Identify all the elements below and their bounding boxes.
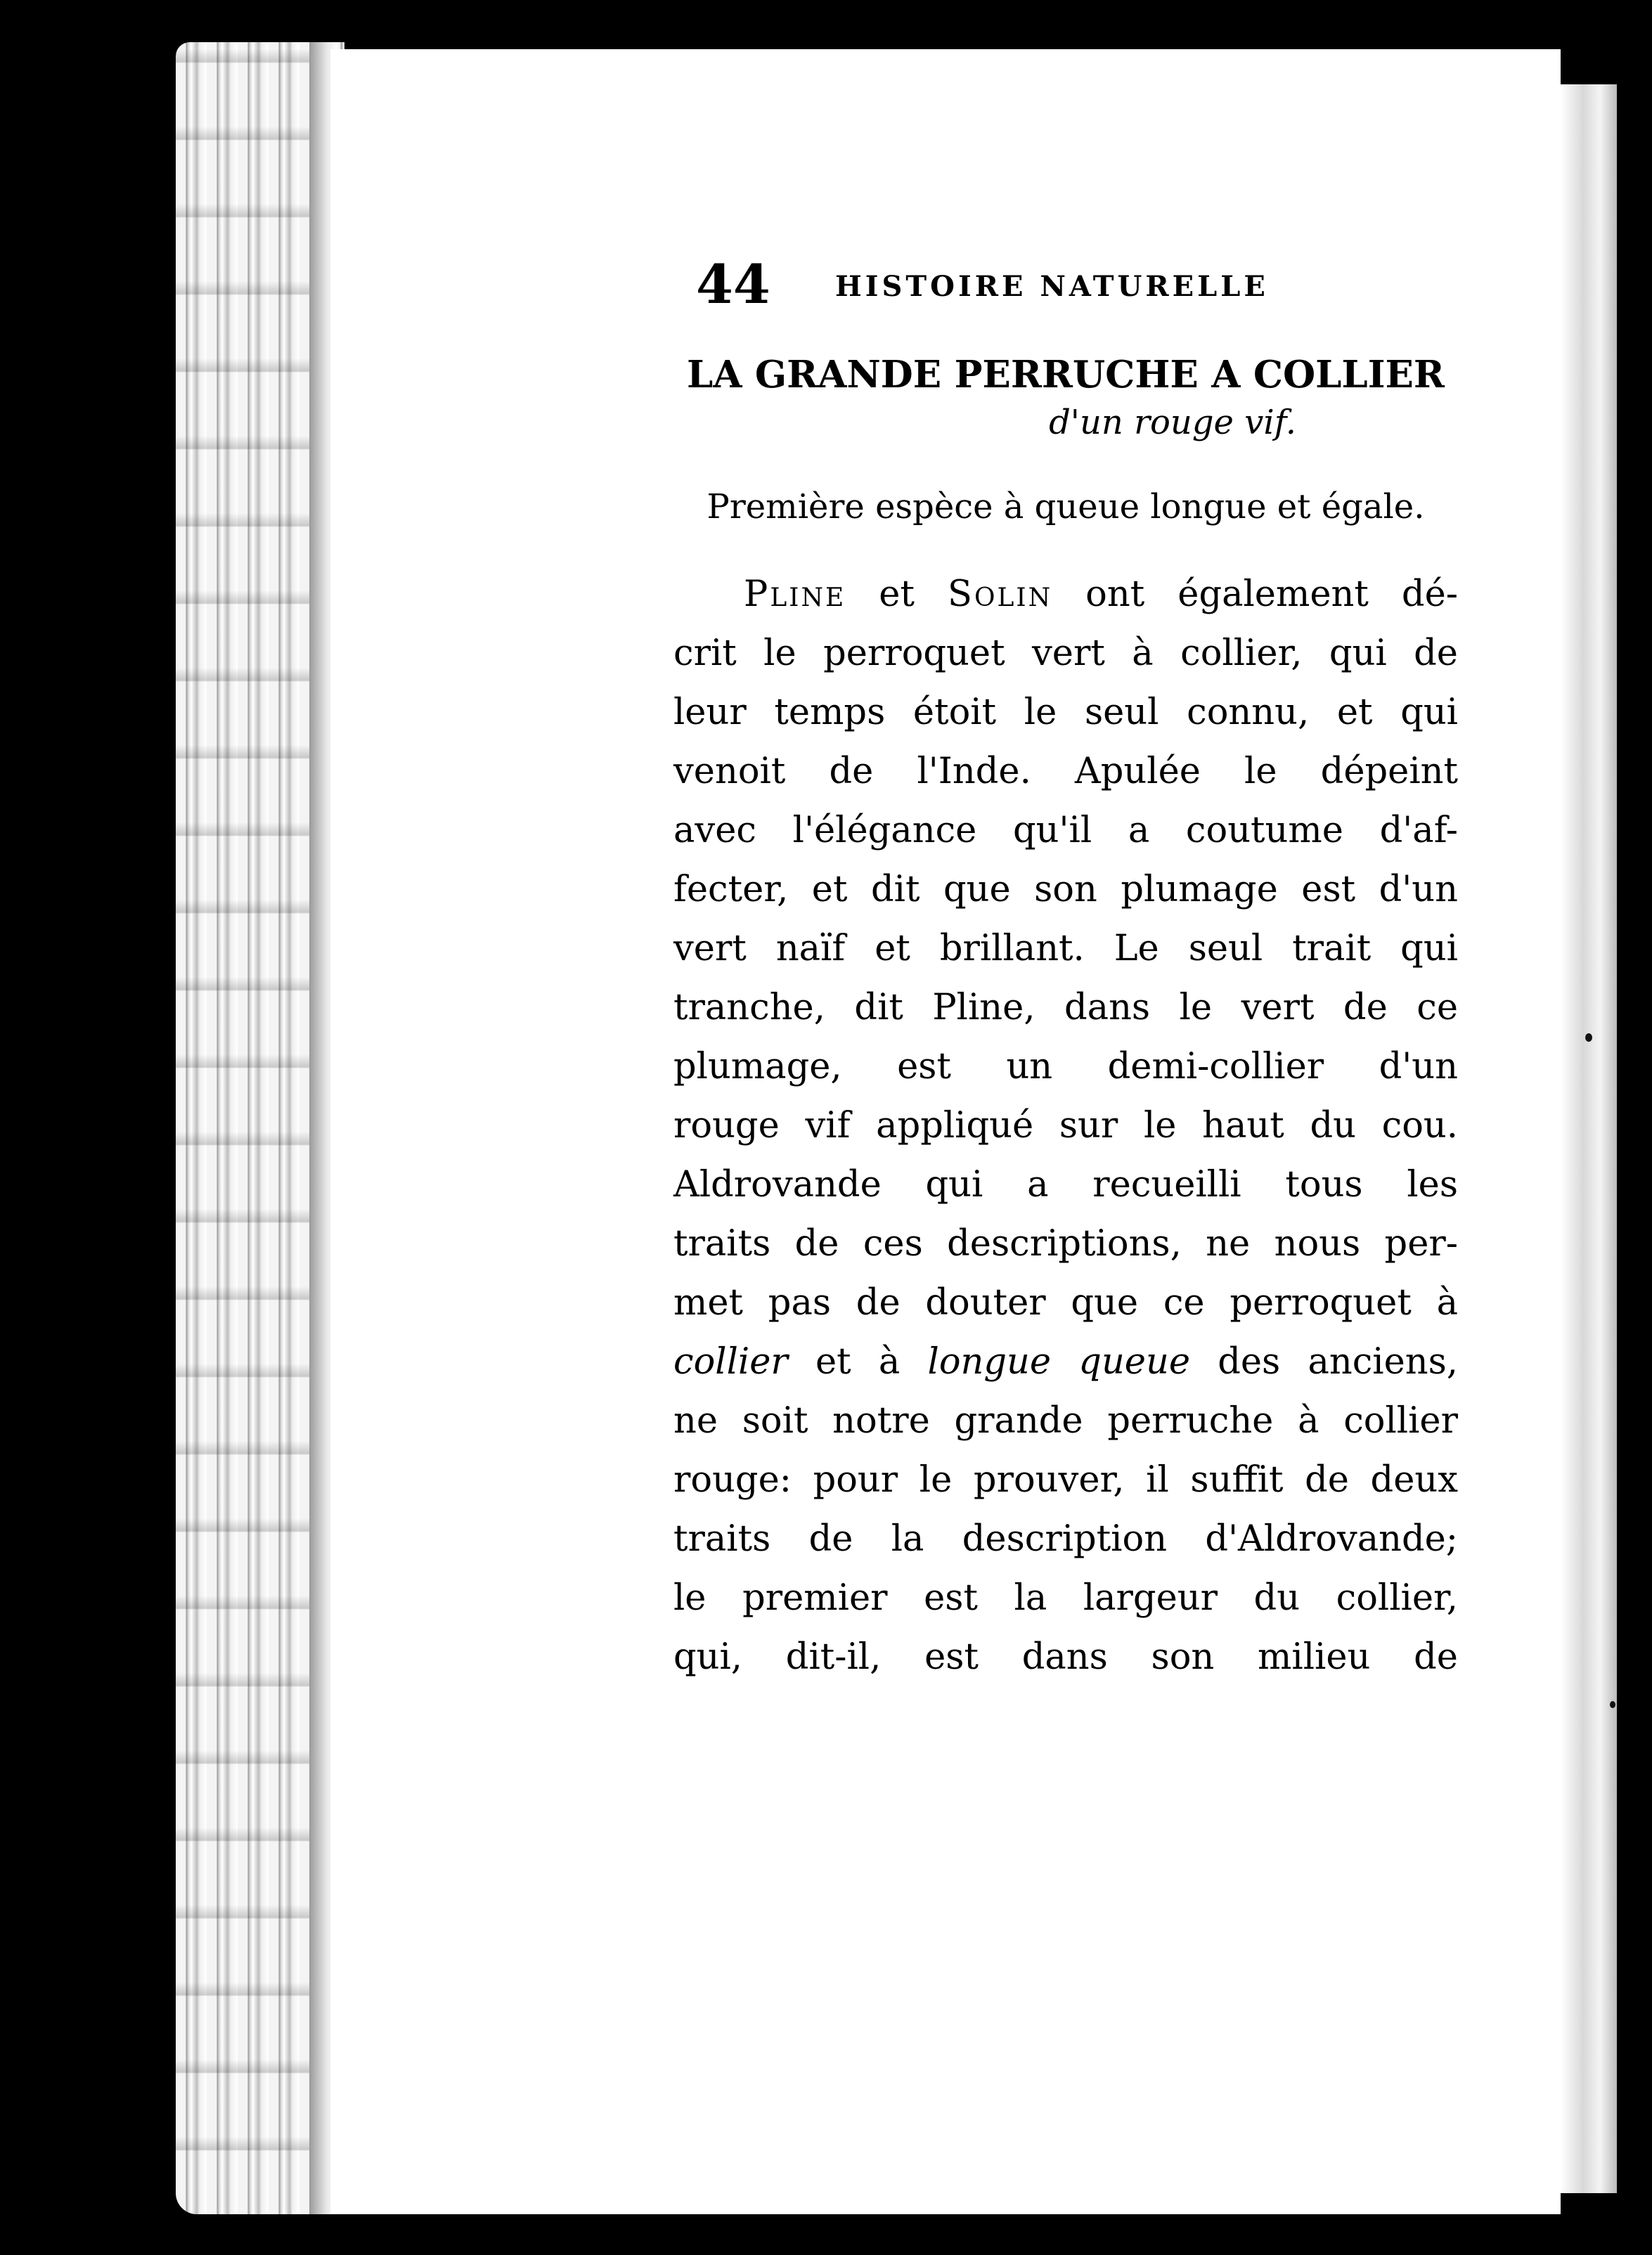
text-line: venoit de l'Inde. Apulée le dépeint	[673, 751, 1458, 792]
page-text	[673, 253, 1458, 1687]
text-line: traits de la description d'Aldrovande;	[673, 1518, 1458, 1560]
ink-speck	[1610, 1701, 1615, 1708]
text-line: leur temps étoit le seul connu, et qui	[673, 692, 1458, 733]
text-line	[673, 565, 1458, 624]
text-line: fecter, et dit que son plumage est d'un	[673, 869, 1458, 910]
text-run: ont également dé-	[1052, 574, 1458, 615]
text-line: crit le perroquet vert à collier, qui de	[673, 633, 1458, 674]
text-line: avec l'élégance qu'il a coutume d'af-	[673, 810, 1458, 851]
text-run: et	[846, 574, 948, 615]
scan-border	[1617, 0, 1652, 2255]
running-title: HISTOIRE NATURELLE	[835, 270, 1269, 303]
right-page-edge	[1561, 84, 1617, 2193]
text-line: rouge vif appliqué sur le haut du cou.	[673, 1105, 1458, 1146]
ink-speck	[1585, 1033, 1592, 1042]
text-line: qui, dit-il, est dans son milieu de	[673, 1636, 1458, 1678]
text-line: le premier est la largeur du collier,	[673, 1577, 1458, 1619]
text-run: des anciens,	[1190, 1341, 1458, 1383]
author-name: Pline	[744, 574, 846, 615]
italic-term: collier	[673, 1341, 788, 1383]
chapter-subtitle: d'un rouge vif.	[1049, 403, 1296, 442]
text-line: rouge: pour le prouver, il suffit de deux	[673, 1459, 1458, 1501]
author-name: Solin	[948, 574, 1053, 615]
text-line	[673, 1333, 1458, 1392]
running-head	[673, 253, 1458, 330]
chapter-title: LA GRANDE PERRUCHE A COLLIER	[687, 353, 1445, 396]
species-heading: Première espèce à queue longue et égale.	[706, 487, 1425, 526]
page-number: 44	[696, 253, 770, 316]
text-line: plumage, est un demi-collier d'un	[673, 1046, 1458, 1087]
text-line: vert naïf et brillant. Le seul trait qui	[673, 928, 1458, 969]
text-line: tranche, dit Pline, dans le vert de ce	[673, 987, 1458, 1028]
body-text	[673, 565, 1458, 1687]
text-line: ne soit notre grande perruche à collier	[673, 1400, 1458, 1442]
text-line: Aldrovande qui a recueilli tous les	[673, 1164, 1458, 1206]
italic-term: longue queue	[927, 1341, 1190, 1383]
text-line: met pas de douter que ce perroquet à	[673, 1282, 1458, 1324]
text-line: traits de ces descriptions, ne nous per-	[673, 1223, 1458, 1265]
text-run: et à	[787, 1341, 928, 1383]
